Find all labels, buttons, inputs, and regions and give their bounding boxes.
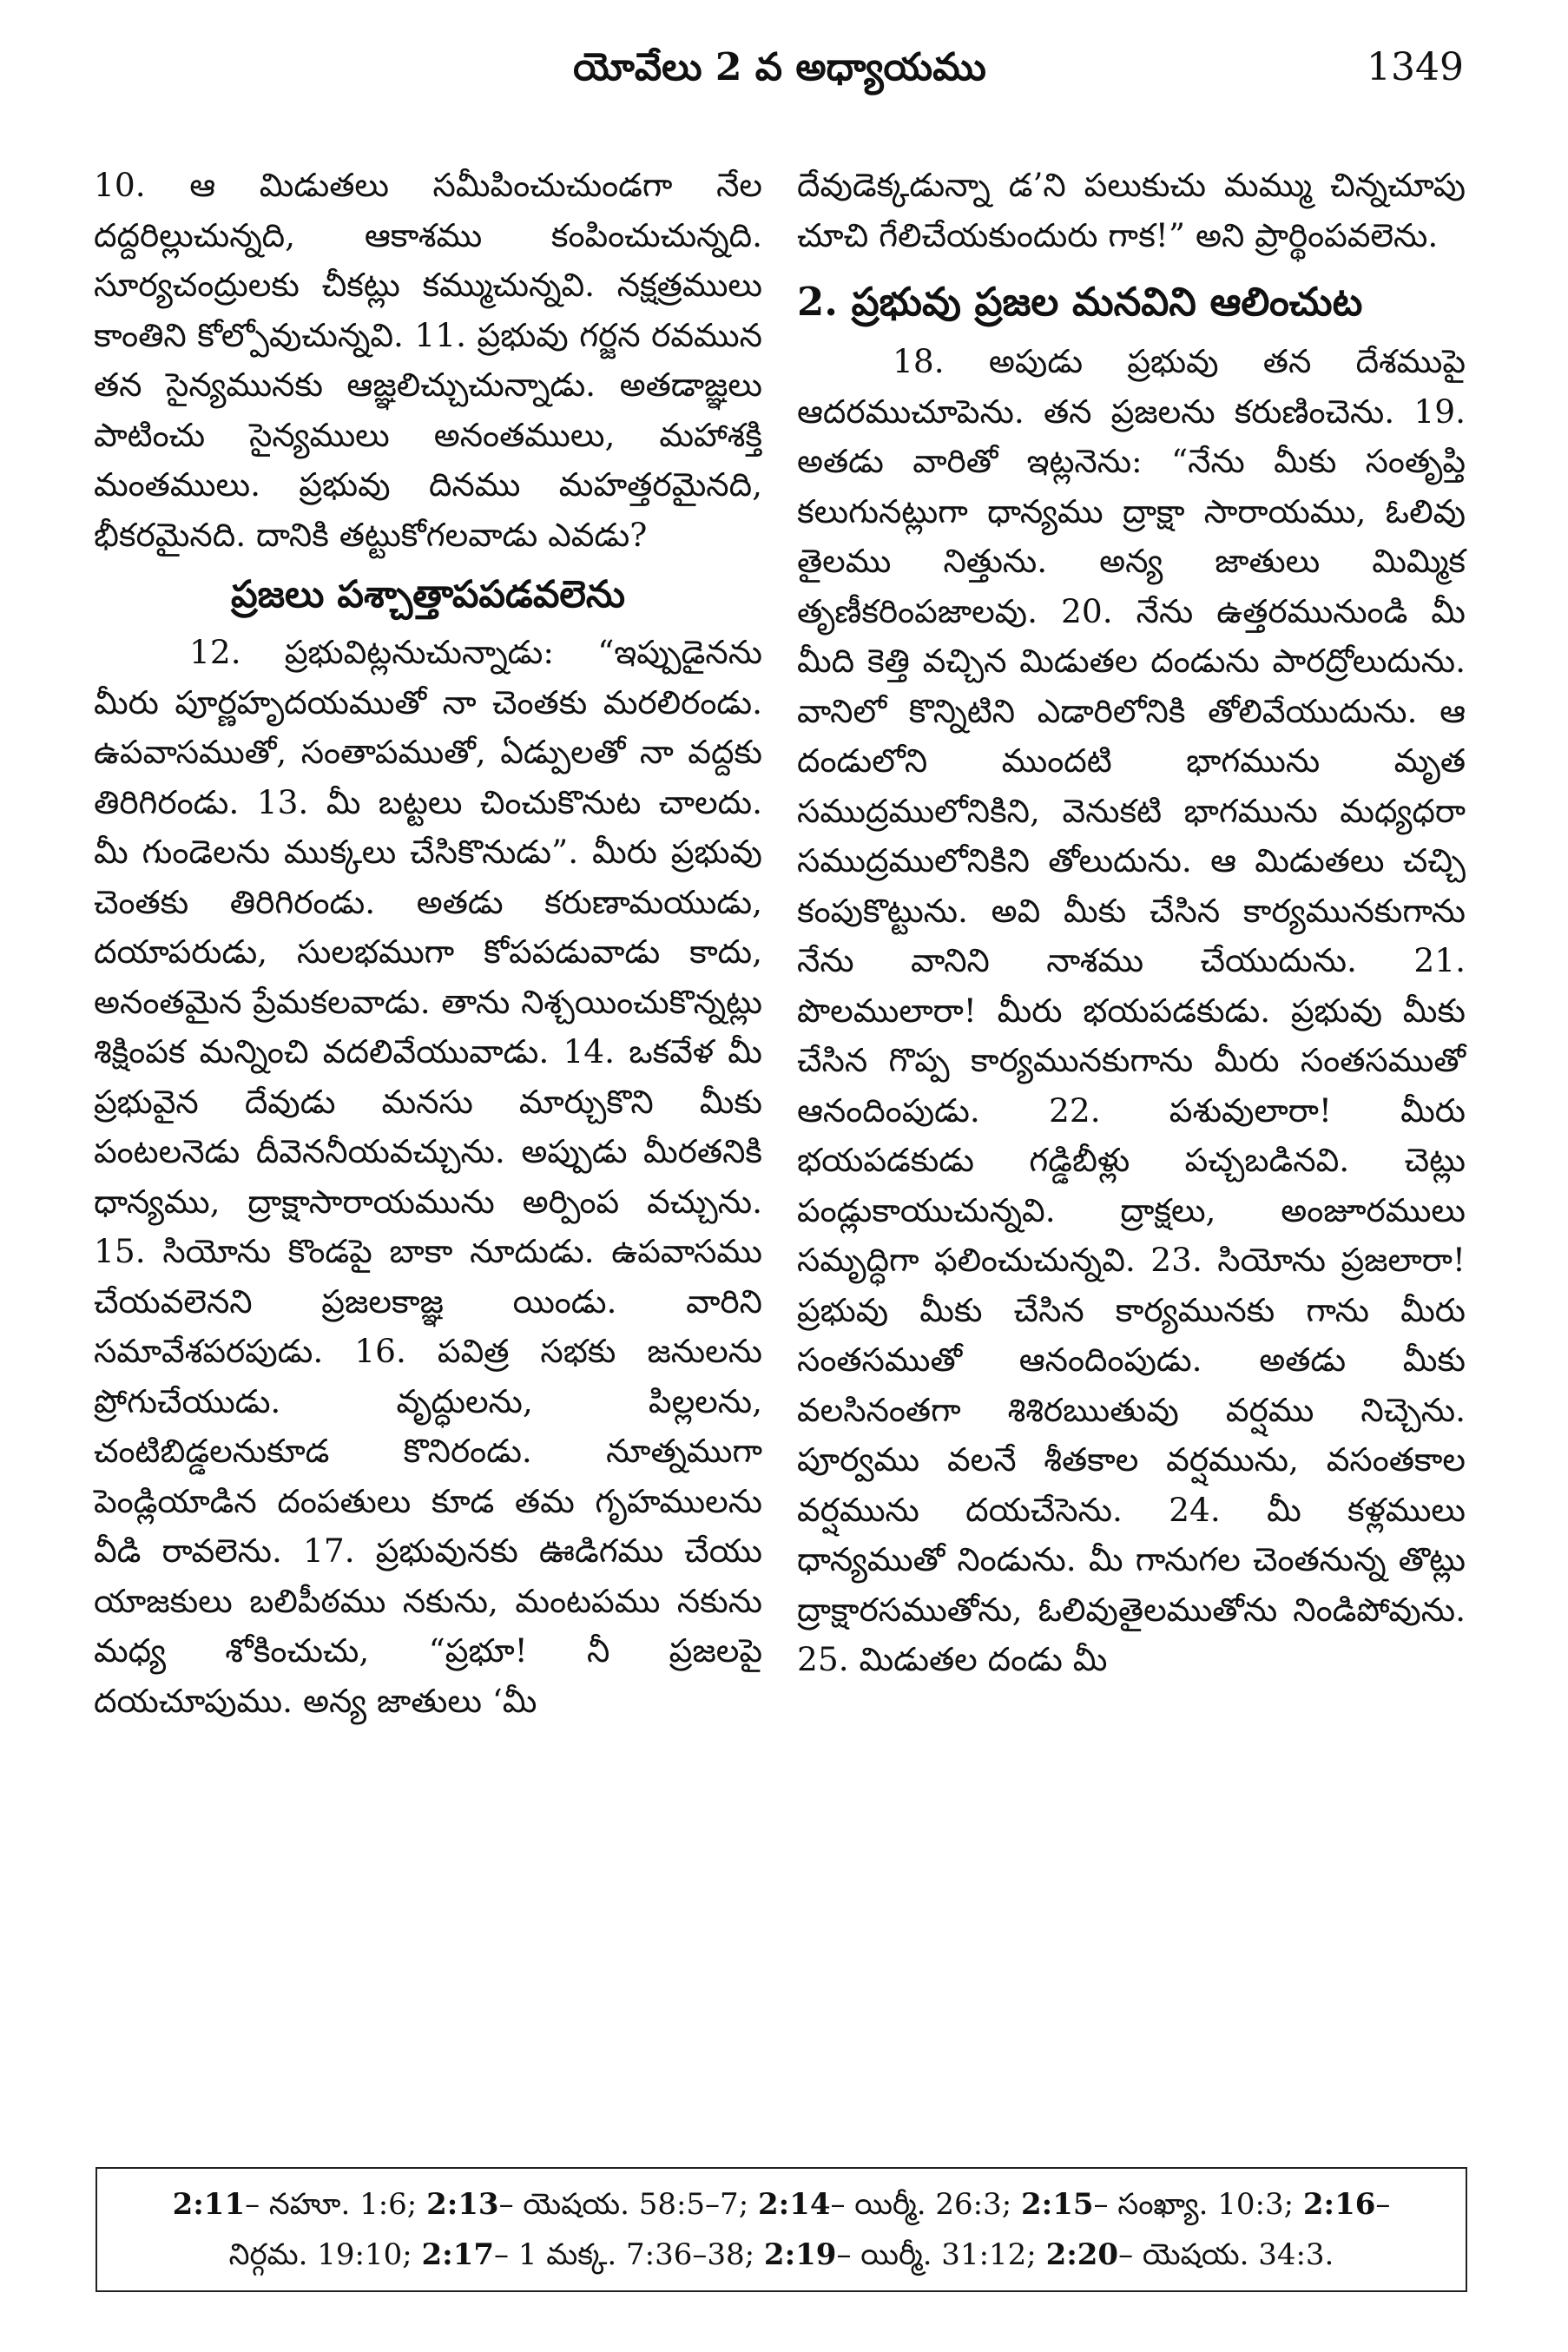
xref-line-1 <box>97 2179 1466 2230</box>
xref-text: – యిర్మీ. 31:12; <box>836 2237 1037 2272</box>
verse-paragraph-17-cont: దేవుడెక్కడున్నా డ’ని పలుకుచు మమ్ము చిన్నచూపు చూచి గేలిచేయకుందురు గాక!” అని ప్రార్థింపవలెను. <box>797 166 1466 254</box>
page-number: 1349 <box>1367 45 1464 89</box>
xref-ref: 2:15 <box>1020 2187 1094 2222</box>
xref-ref: 2:19 <box>763 2237 837 2272</box>
xref-ref: 2:17 <box>421 2237 495 2272</box>
xref-text: – <box>1375 2187 1391 2222</box>
section-heading-lord-hears: 2. ప్రభువు ప్రజల మనవిని ఆలించుట <box>797 279 1363 325</box>
xref-ref: 2:16 <box>1302 2187 1376 2222</box>
xref-text: – సంఖ్యా. 10:3; <box>1093 2187 1295 2222</box>
chapter-title: యోవేలు 2 వ అధ్యాయము <box>573 45 986 89</box>
right-column <box>797 161 1466 1685</box>
running-header <box>96 45 1464 106</box>
xref-text: – 1 మక్క. 7:36–38; <box>494 2237 755 2272</box>
section-heading-repentance: ప్రజలు పశ్చాత్తాపపడవలెను <box>231 573 625 616</box>
xref-ref: 2:20 <box>1045 2237 1119 2272</box>
left-column <box>94 161 762 1726</box>
xref-text: – నహూ. 1:6; <box>245 2187 418 2222</box>
xref-text: – యెషయ. 58:5–7; <box>498 2187 749 2222</box>
xref-line-2 <box>97 2230 1466 2280</box>
verse-paragraph-12-17: 12. ప్రభువిట్లనుచున్నాడు: “ఇప్పుడైనను మీరు పూర్ణహృదయముతో నా చెంతకు మరలిరండు. ఉపవాసముతో, సంతాపముతో, ఏడ్పులతో నా వద్దకు తిరిగిరండు. 13. మీ బట్టలు చించుకొనుట చాలదు. మీ గుండెలను ముక్కలు చేసికొనుడు”. మీరు ప్రభువు చెంతకు తిరిగిరండు. అతడు కరుణామయుడు, దయాపరుడు, సులభముగా కోపపడువాడు కాదు, అనంతమైన ప్రేమకలవాడు. తాను నిశ్చయించుకొన్నట్లు శిక్షింపక మన్నించి వదలివేయువాడు. 14. ఒకవేళ మీ ప్రభువైన దేవుడు మనసు మార్చుకొని మీకు పంటలనెడు దీవెననీయవచ్చును. అప్పుడు మీరతనికి ధాన్యము, ద్రాక్షాసారాయమును అర్పింప వచ్చును. 15. సియోను కొండపై బాకా నూదుడు. ఉపవాసము చేయవలెనని ప్రజలకాజ్ఞ యిండు. వారిని సమావేశపరపుడు. 16. పవిత్ర సభకు జనులను ప్రోగుచేయుడు. వృద్ధులను, పిల్లలను, చంటిబిడ్డలనుకూడ కొనిరండు. నూత్నముగా పెండ్లియాడిన దంపతులు కూడ తమ గృహములను వీడి రావలెను. 17. ప్రభువునకు ఊడిగము చేయు యాజకులు బలిపీఠము నకును, మంటపము నకును మధ్య శోకించుచు, “ప్రభూ! నీ ప్రజలపై దయచూపుము. అన్య జాతులు ‘మీ <box>94 633 762 1720</box>
xref-text: నిర్గమ. 19:10; <box>228 2237 412 2272</box>
cross-reference-box <box>96 2167 1467 2292</box>
xref-ref: 2:11 <box>172 2187 246 2222</box>
xref-ref: 2:14 <box>757 2187 831 2222</box>
xref-text: – యెషయ. 34:3. <box>1118 2237 1334 2272</box>
xref-text: – యిర్మీ. 26:3; <box>830 2187 1012 2222</box>
xref-ref: 2:13 <box>426 2187 499 2222</box>
verse-paragraph-18-25: 18. అపుడు ప్రభువు తన దేశముపై ఆదరముచూపెను. తన ప్రజలను కరుణించెను. 19. అతడు వారితో ఇట్లనెను: “నేను మీకు సంతృప్తి కలుగునట్లుగా ధాన్యము ద్రాక్షా సారాయము, ఓలివు తైలము నిత్తును. అన్య జాతులు మిమ్మిక తృణీకరింపజాలవు. 20. నేను ఉత్తరమునుండి మీ మీది కెత్తి వచ్చిన మిడుతల దండును పారద్రోలుదును. వానిలో కొన్నిటిని ఎడారిలోనికి తోలివేయుదును. ఆ దండులోని ముందటి భాగమును మృత సముద్రములోనికిని, వెనుకటి భాగమును మధ్యధరా సముద్రములోనికిని తోలుదును. ఆ మిడుతలు చచ్చి కంపుకొట్టును. అవి మీకు చేసిన కార్యమునకుగాను నేను వానిని నాశము చేయుదును. 21. పొలములారా! మీరు భయపడకుడు. ప్రభువు మీకు చేసిన గొప్ప కార్యమునకుగాను మీరు సంతసముతో ఆనందింపుడు. 22. పశువులారా! మీరు భయపడకుడు గడ్డిబీళ్లు పచ్చబడినవి. చెట్లు పండ్లుకాయుచున్నవి. ద్రాక్షలు, అంజూరములు సమృద్ధిగా ఫలించుచున్నవి. 23. సియోను ప్రజలారా! ప్రభువు మీకు చేసిన కార్యమునకు గాను మీరు సంతసముతో ఆనందింపుడు. అతడు మీకు వలసినంతగా శిశిరఋతువు వర్షము నిచ్చెను. పూర్వము వలనే శీతకాల వర్షమును, వసంతకాల వర్షమును దయచేసెను. 24. మీ కళ్లములు ధాన్యముతో నిండును. మీ గానుగల చెంతనున్న తొట్లు ద్రాక్షారసముతోను, ఓలివుతైలముతోను నిండిపోవును. 25. మిడుతల దండు మీ <box>797 342 1466 1678</box>
verse-paragraph-10-11: 10. ఆ మిడుతలు సమీపించుచుండగా నేల దద్దరిల్లుచున్నది, ఆకాశము కంపించుచున్నది. సూర్యచంద్రులకు చీకట్లు కమ్ముచున్నవి. నక్షత్రములు కాంతిని కోల్పోవుచున్నవి. 11. ప్రభువు గర్జన రవమున తన సైన్యమునకు ఆజ్ఞలిచ్చుచున్నాడు. అతడాజ్ఞలు పాటించు సైన్యములు అనంతములు, మహాశక్తి మంతములు. ప్రభువు దినము మహత్తరమైనది, భీకరమైనది. దానికి తట్టుకోగలవాడు ఎవడు? <box>94 166 762 554</box>
